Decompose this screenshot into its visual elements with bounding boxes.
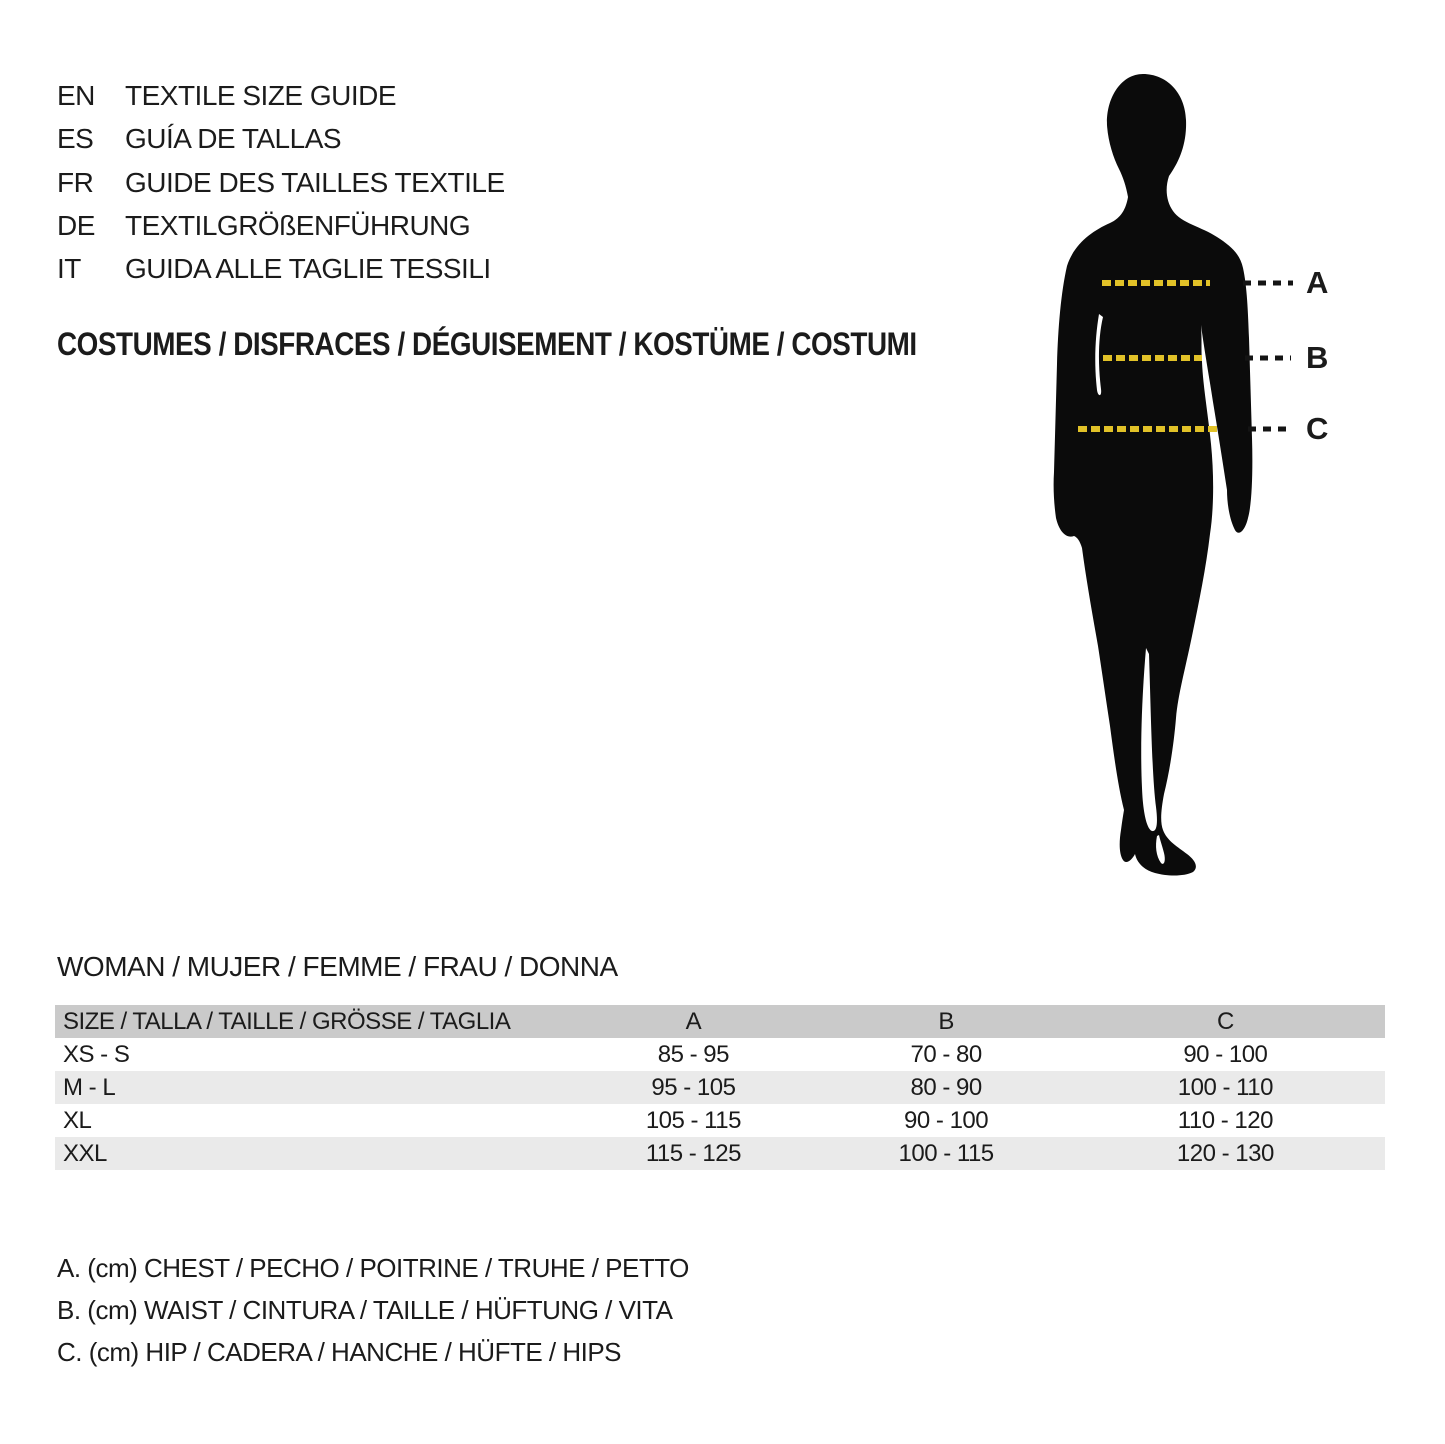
header-cell-a: A: [685, 1007, 702, 1035]
woman-silhouette-figure: [1020, 70, 1320, 890]
measure-label-a: A: [1306, 265, 1328, 300]
language-code-en: EN: [57, 80, 95, 111]
cell-c: 120 - 130: [1176, 1139, 1274, 1167]
language-code-es: ES: [57, 123, 94, 155]
language-title-fr: GUIDE DES TAILLES TEXTILE: [125, 166, 505, 198]
language-code-fr: FR: [57, 166, 94, 198]
section-heading-woman: WOMAN / MUJER / FEMME / FRAU / DONNA: [57, 951, 618, 982]
cell-b: 90 - 100: [904, 1106, 989, 1134]
language-row-es: [57, 117, 505, 160]
cell-a: 85 - 95: [657, 1040, 729, 1068]
language-row-fr: [57, 161, 505, 204]
language-title-de: TEXTILGRÖßENFÜHRUNG: [125, 209, 471, 241]
language-title-en: TEXTILE SIZE GUIDE: [125, 80, 397, 111]
cell-c: 100 - 110: [1177, 1073, 1273, 1101]
legend-line-waist: B. (cm) WAIST / CINTURA / TAILLE / HÜFTUNG / VITA: [57, 1295, 673, 1325]
cell-a: 105 - 115: [645, 1106, 741, 1134]
language-row-it: [57, 247, 505, 290]
size-table: [55, 1005, 1385, 1170]
language-title-it: GUIDA ALLE TAGLIE TESSILI: [125, 253, 491, 285]
woman-silhouette-svg: [1020, 70, 1320, 890]
table-row-xl: [55, 1104, 1385, 1137]
legend-line-chest: A. (cm) CHEST / PECHO / POITRINE / TRUHE / PETTO: [57, 1253, 689, 1283]
table-header-row: [55, 1005, 1385, 1038]
cell-size: XXL: [63, 1139, 107, 1167]
cell-b: 100 - 115: [898, 1139, 994, 1167]
measure-label-c: C: [1306, 411, 1328, 446]
table-row-xxl: [55, 1137, 1385, 1170]
cell-size: XS - S: [63, 1040, 130, 1068]
table-row-m-l: [55, 1071, 1385, 1104]
language-title-es: GUÍA DE TALLAS: [125, 123, 342, 155]
legend-line-hip: C. (cm) HIP / CADERA / HANCHE / HÜFTE / HIPS: [57, 1337, 622, 1367]
header-cell-size: SIZE / TALLA / TAILLE / GRÖSSE / TAGLIA: [63, 1007, 511, 1035]
cell-a: 115 - 125: [645, 1139, 741, 1167]
table-row-xs-s: [55, 1038, 1385, 1071]
language-code-it: IT: [57, 253, 81, 285]
cell-size: M - L: [63, 1073, 116, 1101]
cell-b: 80 - 90: [910, 1073, 982, 1101]
header-cell-c: C: [1216, 1007, 1234, 1035]
cell-c: 110 - 120: [1177, 1106, 1273, 1134]
cell-b: 70 - 80: [910, 1040, 982, 1068]
category-heading-text: COSTUMES / DISFRACES / DÉGUISEMENT / KOSTÜME / COSTUMI: [57, 326, 917, 362]
language-list: [57, 74, 505, 290]
language-row-de: [57, 204, 505, 247]
cell-a: 95 - 105: [651, 1073, 736, 1101]
language-row-en: [57, 74, 505, 117]
header-cell-b: B: [938, 1007, 954, 1035]
woman-silhouette-body: [1054, 74, 1253, 876]
measure-label-b: B: [1306, 340, 1328, 375]
cell-size: XL: [63, 1106, 92, 1134]
cell-c: 90 - 100: [1183, 1040, 1268, 1068]
measurement-legend: [57, 1247, 689, 1373]
category-heading: [57, 322, 1045, 366]
language-code-de: DE: [57, 209, 95, 241]
